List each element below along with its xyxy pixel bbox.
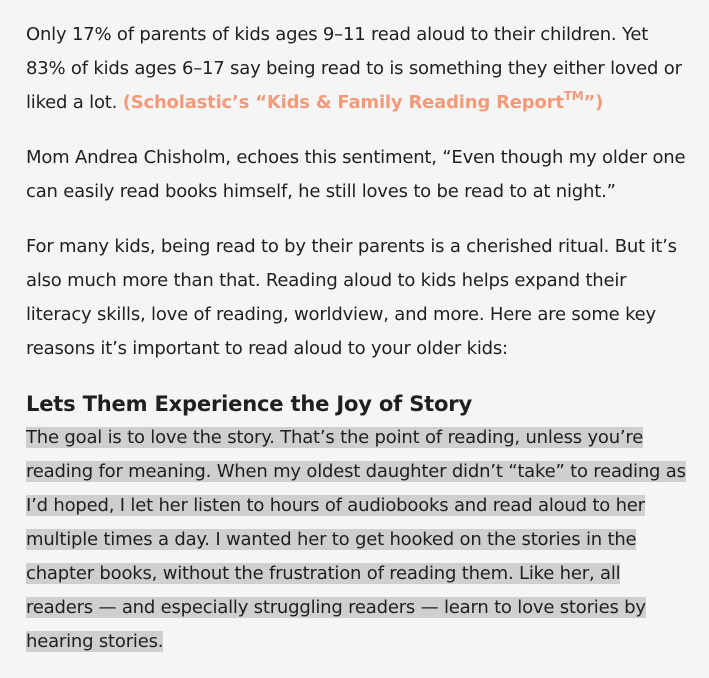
paragraph-intro [26, 230, 686, 366]
article-body [26, 18, 686, 659]
citation-link[interactable] [122, 89, 604, 113]
section-heading: Lets Them Experience the Joy of Story [26, 391, 473, 416]
quote-text: Mom Andrea Chisholm, echoes this sentiment, “Even though my older one can easily read books himself, he still loves to be read to at night.” [26, 147, 686, 202]
paragraph-quote [26, 141, 686, 209]
citation-close: ”) [583, 92, 604, 113]
statistics-text: Only 17% of parents of kids ages 9–11 read aloud to their children. Yet 83% of kids ages 6–17 say being read to is something they either loved or liked a lot. [26, 24, 682, 113]
selected-text: The goal is to love the story. That’s the point of reading, unless you’re reading for meaning. When my oldest daughter didn’t “take” to reading as I’d hoped, I let her listen to hours of audiobooks and read aloud to her multiple times a day. I wanted her to get hooked on the stories in the chapter books, without the frustration of reading them. Like her, all readers — and especially struggling readers — learn to love stories by hearing stories. [26, 427, 686, 652]
section-body [26, 421, 686, 659]
citation-title: (Scholastic’s “Kids & Family Reading Report [122, 92, 564, 113]
trademark-mark: TM [563, 89, 584, 103]
intro-text: For many kids, being read to by their parents is a cherished ritual. But it’s also much more than that. Reading aloud to kids helps expand their literacy skills, love of reading, worldview, and more. Here are some key reasons it’s important to read aloud to your older kids: [26, 236, 677, 359]
paragraph-statistics [26, 18, 686, 120]
